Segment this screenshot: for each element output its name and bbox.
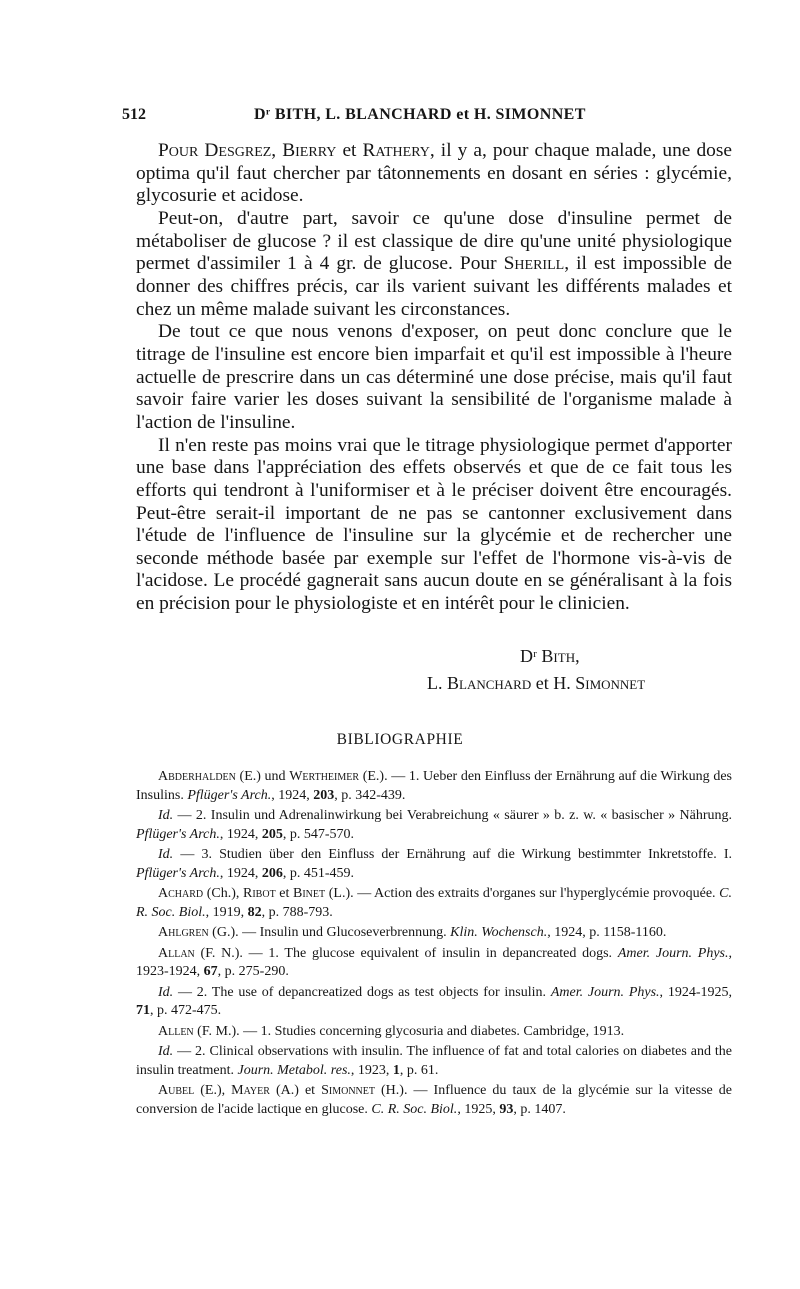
signature-line-1: Dʳ Bith, — [520, 646, 580, 666]
bibliography-entry: Id. — 2. Clinical observations with insulin. The influence of fat and total calories on diabetes and the insulin treatment. Journ. Metabol. res., 1923, 1, p. 61. — [136, 1044, 732, 1078]
bibliography-entry: Id. — 2. The use of depancreatized dogs as test objects for insulin. Amer. Journ. Phys., 1924-1925, 71, p. 472-475. — [136, 984, 732, 1018]
paragraph: De tout ce que nous venons d'exposer, on peut donc conclure que le titrage de l'insuline est encore bien imparfait et qu'il est impossible à l'heure actuelle de prescrire dans un cas déterminé une dose précise, mais qu'il faut savoir faire varier les doses suivant la sensibilité de l'organisme malade à l'action de l'insuline. — [136, 321, 732, 433]
signature-line-2: L. Blanchard et H. Simonnet — [427, 673, 646, 693]
body-text — [136, 140, 732, 616]
running-title: Dʳ BITH, L. BLANCHARD et H. SIMONNET — [254, 106, 586, 123]
bibliography-entry: Allan (F. N.). — 1. The glucose equivalent of insulin in depancreated dogs. Amer. Journ. Phys., 1923-1924, 67, p. 275-290. — [136, 945, 732, 979]
bibliography-entry: Id. — 2. Insulin und Adrenalinwirkung bei Verabreichung « säurer » b. z. w. « basischer » Nährung. Pflüger's Arch., 1924, 205, p. 547-570. — [136, 808, 732, 842]
bibliography-entry: Achard (Ch.), Ribot et Binet (L.). — Action des extraits d'organes sur l'hyperglycémie provoquée. C. R. Soc. Biol., 1919, 82, p. 788-793. — [136, 886, 732, 920]
bibliography-heading: BIBLIOGRAPHIE — [336, 731, 464, 748]
bibliography-entry: Allen (F. M.). — 1. Studies concerning glycosuria and diabetes. Cambridge, 1913. — [158, 1023, 625, 1039]
paragraph: Peut-on, d'autre part, savoir ce qu'une dose d'insuline permet de métaboliser de glucose ? il est classique de dire qu'une unité physiologique permet d'assimiler 1 à 4 gr. de glucose. Pour Sherill, il est impossible de donner des chiffres précis, car ils varient suivant les différents malades et chez un même malade suivant les circonstances. — [136, 207, 732, 320]
paragraph: Il n'en reste pas moins vrai que le titrage physiologique permet d'apporter une base dans l'appréciation des effets observés et que de ce fait tous les efforts qui tendront à l'uniformiser et à le préciser doivent être encouragés. Peut-être serait-il important de ne pas se cantonner exclusivement dans l'étude de l'influence de l'insuline sur la glycémie et de rechercher une seconde méthode basée par exemple sur l'effet de l'hormone vis-à-vis de l'acidose. Le procédé gagnerait sans aucun doute en se généralisant à la fois en précision pour le physiologiste et en intérêt pour le clinicien. — [136, 434, 732, 615]
running-head — [122, 106, 732, 128]
bibliography-entry: Ahlgren (G.). — Insulin und Glucoseverbrennung. Klin. Wochensch., 1924, p. 1158-1160. — [158, 925, 667, 940]
page-number: 512 — [122, 106, 146, 123]
bibliography-entry: Id. — 3. Studien über den Einfluss der Ernährung auf die Wirkung bestimmter Inkretstoffe. I. Pflüger's Arch., 1924, 206, p. 451-459. — [136, 847, 732, 881]
bibliography — [136, 768, 732, 1121]
bibliography-entry: Aubel (E.), Mayer (A.) et Simonnet (H.). — Influence du taux de la glycémie sur la vitesse de conversion de l'acide lactique en glucose. C. R. Soc. Biol., 1925, 93, p. 1407. — [136, 1083, 732, 1117]
paragraph: Pour Desgrez, Bierry et Rathery, il y a, pour chaque malade, une dose optima qu'il faut chercher par tâtonnements en dosant en séries : glycémie, glycosurie et acidose. — [136, 140, 732, 207]
bibliography-entry: Abderhalden (E.) und Wertheimer (E.). — 1. Ueber den Einfluss der Ernährung auf die Wirkung des Insulins. Pflüger's Arch., 1924, 203, p. 342-439. — [136, 769, 732, 803]
